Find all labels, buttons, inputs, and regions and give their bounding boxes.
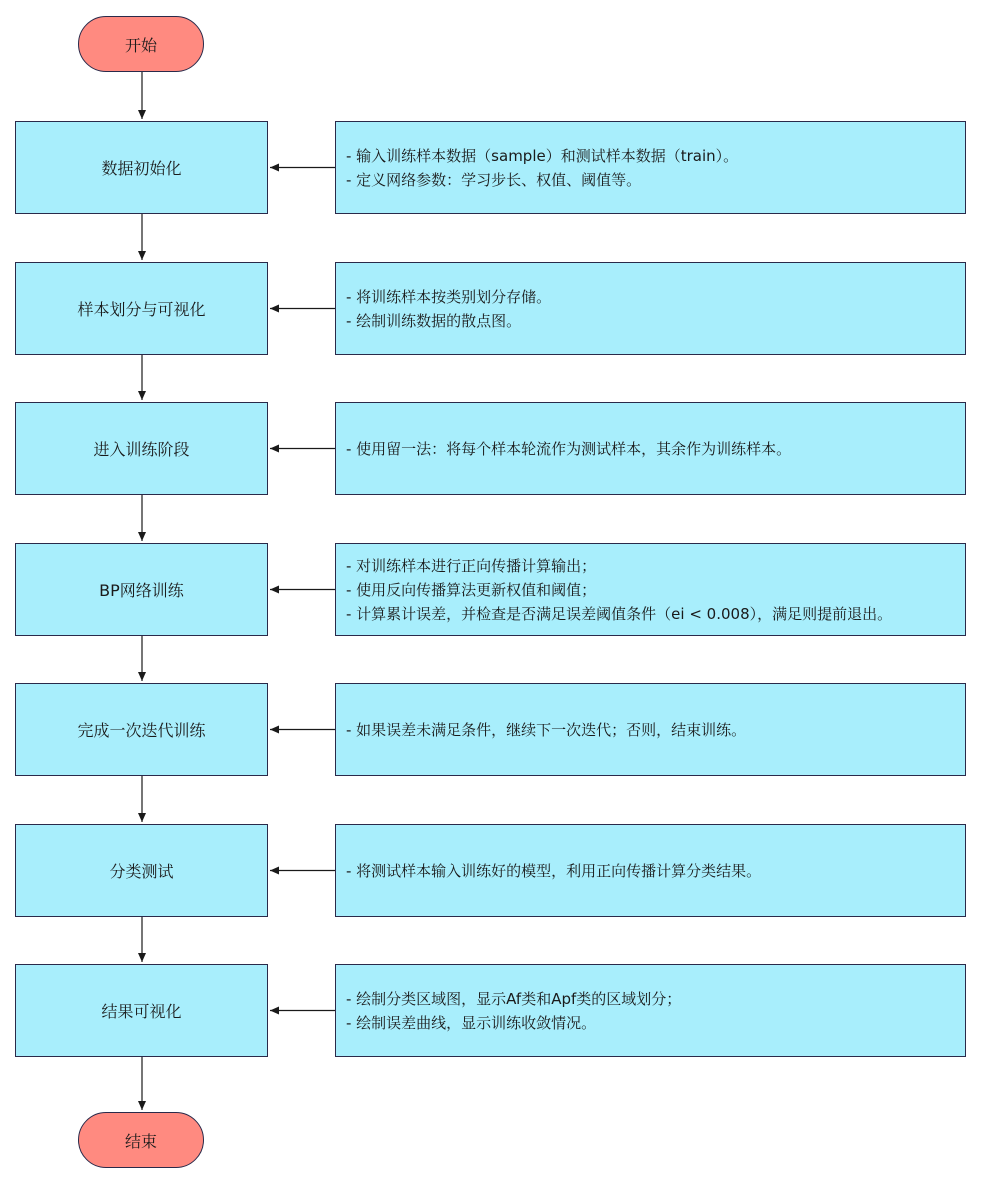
step-box: [15, 262, 268, 355]
start-terminal: [78, 16, 204, 72]
step-label: 样本划分与可视化: [77, 300, 206, 319]
step-box: [15, 683, 268, 776]
note-line: - 如果误差未满足条件，继续下一次迭代；否则，结束训练。: [346, 720, 747, 739]
note-box: [335, 683, 966, 776]
note-line: - 将训练样本按类别划分存储。: [346, 287, 552, 306]
step-label: BP网络训练: [99, 581, 184, 600]
end-terminal: [78, 1112, 204, 1168]
note-line: - 使用反向传播算法更新权值和阈值；: [346, 580, 597, 599]
step-label: 进入训练阶段: [93, 440, 190, 459]
note-box: [335, 402, 966, 495]
note-box: [335, 543, 966, 636]
note-line: - 对训练样本进行正向传播计算输出；: [346, 556, 597, 575]
note-line: - 绘制误差曲线，显示训练收敛情况。: [346, 1013, 597, 1032]
step-box: [15, 121, 268, 214]
note-line: - 将测试样本输入训练好的模型，利用正向传播计算分类结果。: [346, 861, 762, 880]
step-label: 数据初始化: [101, 159, 182, 178]
note-line: - 定义网络参数：学习步长、权值、阈值等。: [346, 170, 642, 189]
step-label: 分类测试: [109, 862, 174, 881]
step-label: 结果可视化: [101, 1002, 182, 1021]
note-line: - 输入训练样本数据（sample）和测试样本数据（train）。: [346, 146, 739, 165]
end-label: 结束: [124, 1131, 157, 1151]
note-box: [335, 121, 966, 214]
note-box: [335, 824, 966, 917]
start-label: 开始: [124, 35, 157, 55]
note-line: - 绘制训练数据的散点图。: [346, 311, 522, 330]
note-line: - 使用留一法：将每个样本轮流作为测试样本，其余作为训练样本。: [346, 439, 792, 458]
note-box: [335, 262, 966, 355]
note-box: [335, 964, 966, 1057]
step-box: [15, 543, 268, 636]
step-box: [15, 402, 268, 495]
note-line: - 绘制分类区域图，显示Af类和Apf类的区域划分；: [346, 989, 682, 1008]
step-box: [15, 824, 268, 917]
step-box: [15, 964, 268, 1057]
note-line: - 计算累计误差，并检查是否满足误差阈值条件（ei < 0.008），满足则提前退出。: [346, 604, 893, 623]
step-label: 完成一次迭代训练: [77, 721, 206, 740]
